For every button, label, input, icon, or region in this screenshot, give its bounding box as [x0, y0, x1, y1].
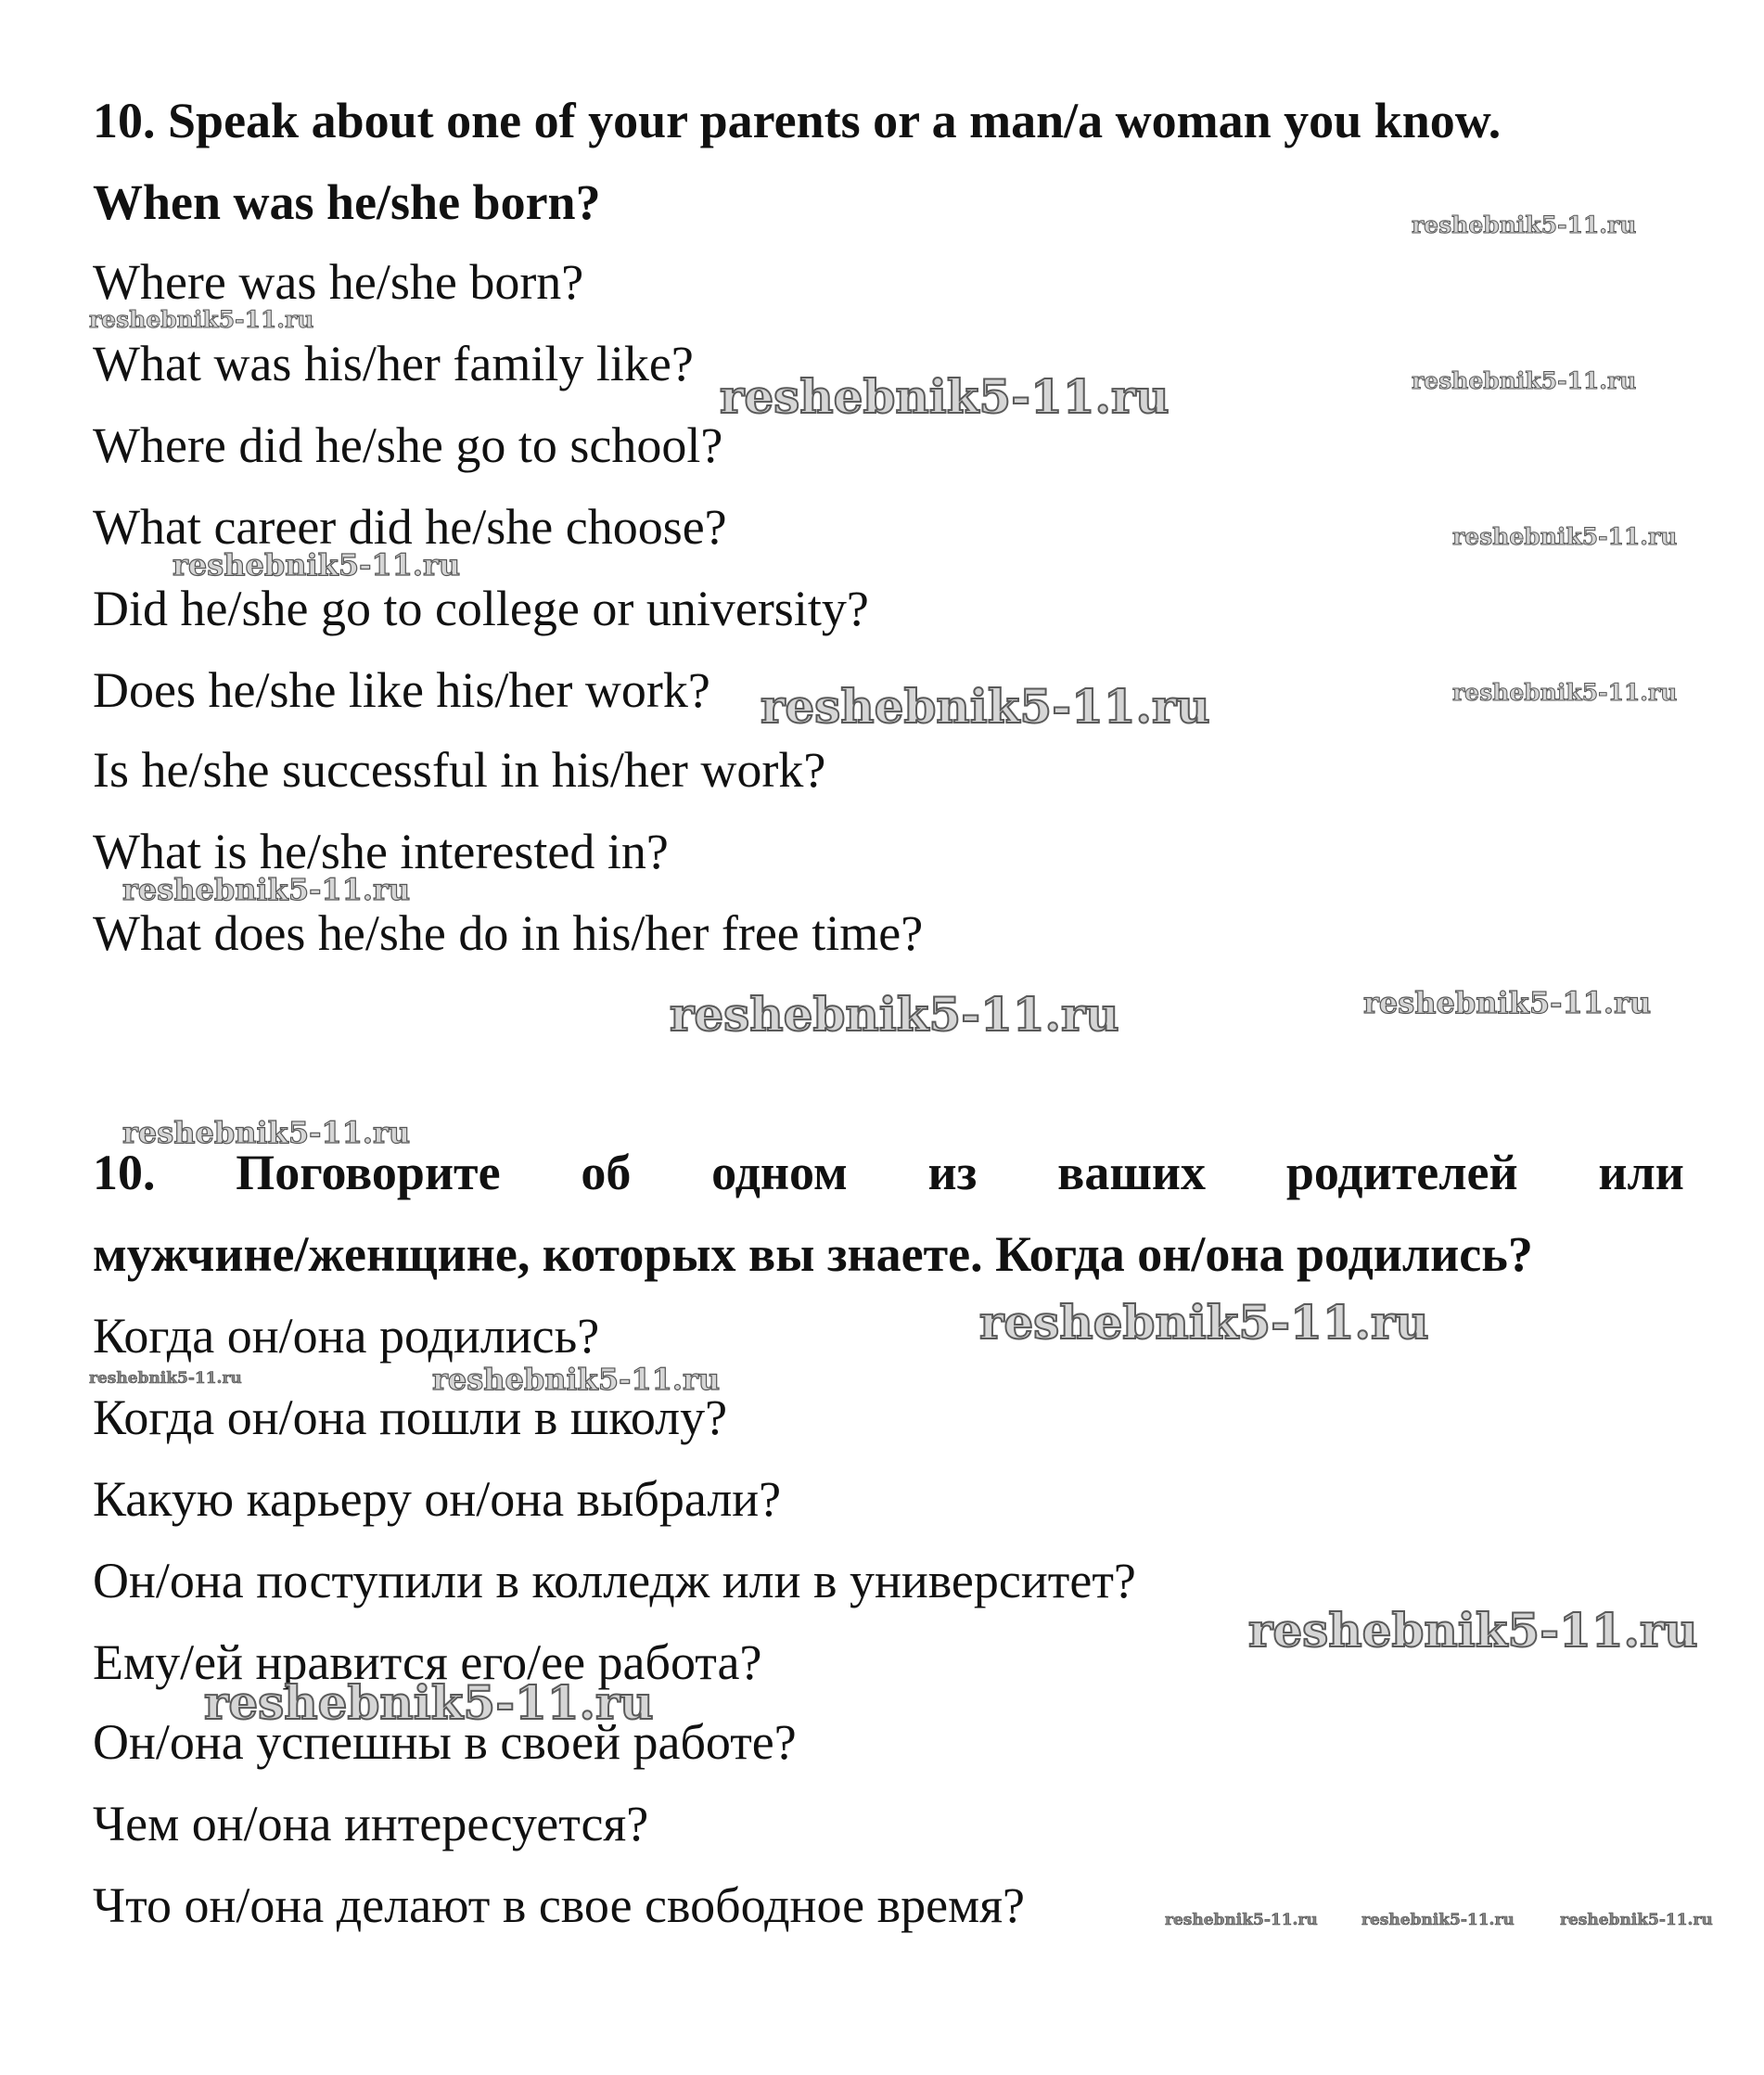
english-first-question: When was he/she born? [93, 174, 601, 230]
russian-heading-word: Поговорите [236, 1145, 501, 1200]
english-question: What does he/she do in his/her free time? [93, 905, 924, 961]
russian-heading-word: одном [711, 1145, 848, 1200]
english-question: Where was he/she born? [93, 254, 584, 310]
watermark: reshebnik5-11.ru [89, 306, 314, 333]
russian-question: Чем он/она интересуется? [93, 1796, 649, 1851]
english-question: Did he/she go to college or university? [93, 581, 869, 636]
watermark: reshebnik5-11.ru [1412, 367, 1637, 394]
russian-heading-word: об [581, 1145, 632, 1200]
russian-question: Какую карьеру он/она выбрали? [93, 1471, 782, 1527]
russian-heading-word: родителей [1285, 1145, 1518, 1200]
russian-question: Когда он/она пошли в школу? [93, 1390, 728, 1445]
english-question: Does he/she like his/her work? [93, 662, 710, 718]
watermark: reshebnik5-11.ru [1248, 1603, 1698, 1658]
watermark: reshebnik5-11.ru [979, 1295, 1429, 1350]
russian-question: Когда он/она родились? [93, 1308, 600, 1364]
watermark: reshebnik5-11.ru [1165, 1911, 1318, 1929]
russian-heading-word: или [1598, 1145, 1684, 1200]
russian-question: Что он/она делают в свое свободное время? [93, 1877, 1026, 1933]
watermark: reshebnik5-11.ru [1363, 985, 1652, 1020]
watermark: reshebnik5-11.ru [1452, 679, 1678, 706]
watermark: reshebnik5-11.ru [204, 1675, 654, 1730]
russian-question: Он/она поступили в колледж или в университет? [93, 1553, 1136, 1608]
watermark: reshebnik5-11.ru [761, 679, 1210, 734]
watermark: reshebnik5-11.ru [432, 1362, 721, 1397]
watermark: reshebnik5-11.ru [720, 369, 1170, 424]
watermark: reshebnik5-11.ru [670, 987, 1119, 1042]
russian-heading-word: 10. [93, 1145, 156, 1200]
watermark: reshebnik5-11.ru [122, 872, 411, 907]
watermark: reshebnik5-11.ru [122, 1115, 411, 1150]
russian-heading-line2: мужчине/женщине, которых вы знаете. Когда он/она родились? [93, 1226, 1533, 1282]
english-heading: 10. Speak about one of your parents or a man/a woman you know. [93, 93, 1502, 148]
watermark: reshebnik5-11.ru [1361, 1911, 1515, 1929]
english-question: What was his/her family like? [93, 336, 694, 391]
russian-question: Ему/ей нравится его/ее работа? [93, 1634, 762, 1690]
watermark: reshebnik5-11.ru [1412, 211, 1637, 238]
watermark: reshebnik5-11.ru [1560, 1911, 1713, 1929]
russian-heading-word: из [927, 1145, 978, 1200]
watermark: reshebnik5-11.ru [89, 1369, 242, 1388]
russian-heading-line1 [93, 1143, 1684, 1202]
english-question: Where did he/she go to school? [93, 417, 723, 473]
english-question: What is he/she interested in? [93, 824, 669, 879]
russian-question: Он/она успешны в своей работе? [93, 1714, 797, 1770]
russian-heading-word: ваших [1057, 1145, 1207, 1200]
english-question: What career did he/she choose? [93, 499, 727, 555]
watermark: reshebnik5-11.ru [1452, 523, 1678, 550]
english-question: Is he/she successful in his/her work? [93, 742, 826, 798]
watermark: reshebnik5-11.ru [173, 547, 461, 583]
